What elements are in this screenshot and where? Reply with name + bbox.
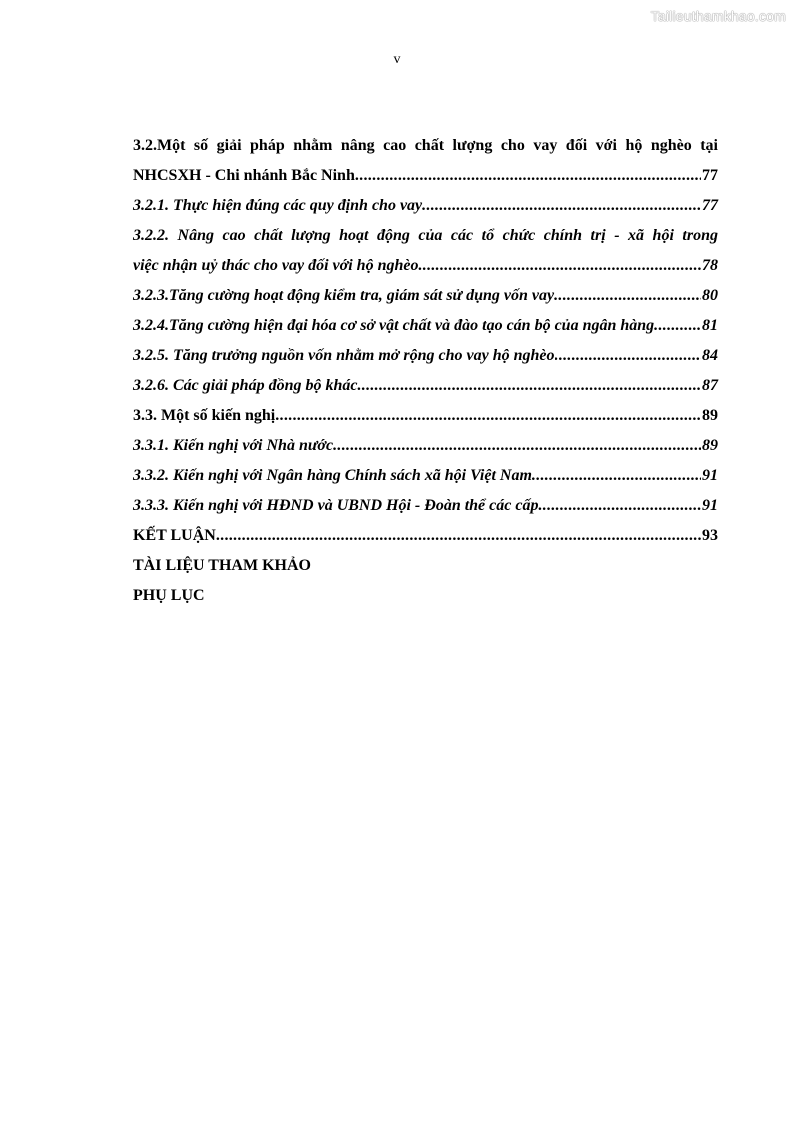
watermark-text: Tailieuthamkhao.com	[650, 8, 786, 24]
toc-entry-text: 3.3.1. Kiến nghị với Nhà nước	[133, 437, 334, 454]
toc-entry-page: 91	[702, 497, 718, 514]
toc-leader-dots	[654, 311, 701, 341]
toc-entry-text: KẾT LUẬN	[133, 527, 216, 544]
toc-entry-page: 80	[702, 287, 718, 304]
toc-entry-3-3[interactable]	[133, 401, 718, 431]
toc-entry-text: 3.3. Một số kiến nghị	[133, 407, 276, 424]
toc-entry-text: NHCSXH - Chi nhánh Bắc Ninh	[133, 167, 355, 184]
toc-entry-text: 3.2.4.Tăng cường hiện đại hóa cơ sở vật chất và đào tạo cán bộ của ngân hàng	[133, 317, 655, 334]
toc-entry-3-2-6[interactable]	[133, 371, 718, 401]
toc-entry-page: 84	[702, 347, 718, 364]
toc-entry-text: 3.2.5. Tăng trưởng nguồn vốn nhằm mở rộng cho vay hộ nghèo	[133, 347, 555, 364]
toc-entry-page: 77	[702, 167, 718, 184]
toc-entry-3-2-1[interactable]	[133, 191, 718, 221]
toc-entry-page: 89	[702, 437, 718, 454]
toc-entry-tai-lieu-tham-khao[interactable]: TÀI LIỆU THAM KHẢO	[133, 557, 311, 574]
toc-entry-text: việc nhận uỷ thác cho vay đối với hộ nghèo	[133, 257, 419, 274]
toc-entry-text: 3.3.3. Kiến nghị với HĐND và UBND Hội - Đoàn thể các cấp	[133, 497, 539, 514]
toc-entry-text: 3.2.3.Tăng cường hoạt động kiểm tra, giám sát sử dụng vốn vay	[133, 287, 555, 304]
toc-leader-dots	[555, 341, 701, 371]
toc-entry-page: 78	[702, 257, 718, 274]
toc-entry-3-3-1[interactable]	[133, 431, 718, 461]
toc-leader-dots	[422, 191, 701, 221]
toc-leader-dots	[355, 161, 701, 191]
toc-entry-page: 77	[702, 197, 718, 214]
toc-leader-dots	[275, 401, 701, 431]
toc-leader-dots	[357, 371, 701, 401]
toc-leader-dots	[418, 251, 701, 281]
toc-leader-dots	[532, 461, 701, 491]
toc-entry-3-3-2[interactable]	[133, 461, 718, 491]
toc-entry-3-2-2-line1[interactable]: 3.2.2. Nâng cao chất lượng hoạt động của các tổ chức chính trị - xã hội trong	[133, 227, 718, 244]
toc-entry-3-2-line1[interactable]: 3.2.Một số giải pháp nhằm nâng cao chất lượng cho vay đối với hộ nghèo tại	[133, 137, 718, 154]
toc-entry-page: 91	[702, 467, 718, 484]
toc-leader-dots	[216, 521, 701, 551]
toc-entry-3-2-2-line2[interactable]	[133, 251, 718, 281]
toc-entry-3-2-4[interactable]	[133, 311, 718, 341]
toc-leader-dots	[538, 491, 701, 521]
toc-entry-3-2-5[interactable]	[133, 341, 718, 371]
table-of-contents	[133, 131, 718, 611]
toc-entry-text: 3.2.1. Thực hiện đúng các quy định cho vay	[133, 197, 423, 214]
toc-entry-3-3-3[interactable]	[133, 491, 718, 521]
toc-leader-dots	[554, 281, 701, 311]
toc-entry-page: 93	[702, 527, 718, 544]
toc-entry-page: 89	[702, 407, 718, 424]
toc-entry-3-2-line2[interactable]	[133, 161, 718, 191]
toc-entry-page: 87	[702, 377, 718, 394]
toc-entry-phu-luc[interactable]: PHỤ LỤC	[133, 587, 205, 604]
toc-entry-3-2-3[interactable]	[133, 281, 718, 311]
toc-entry-text: 3.3.2. Kiến nghị với Ngân hàng Chính sách xã hội Việt Nam	[133, 467, 532, 484]
toc-entry-page: 81	[702, 317, 718, 334]
page-number: v	[393, 52, 401, 67]
toc-leader-dots	[333, 431, 701, 461]
toc-entry-text: 3.2.6. Các giải pháp đồng bộ khác	[133, 377, 358, 394]
toc-entry-ket-luan[interactable]	[133, 521, 718, 551]
